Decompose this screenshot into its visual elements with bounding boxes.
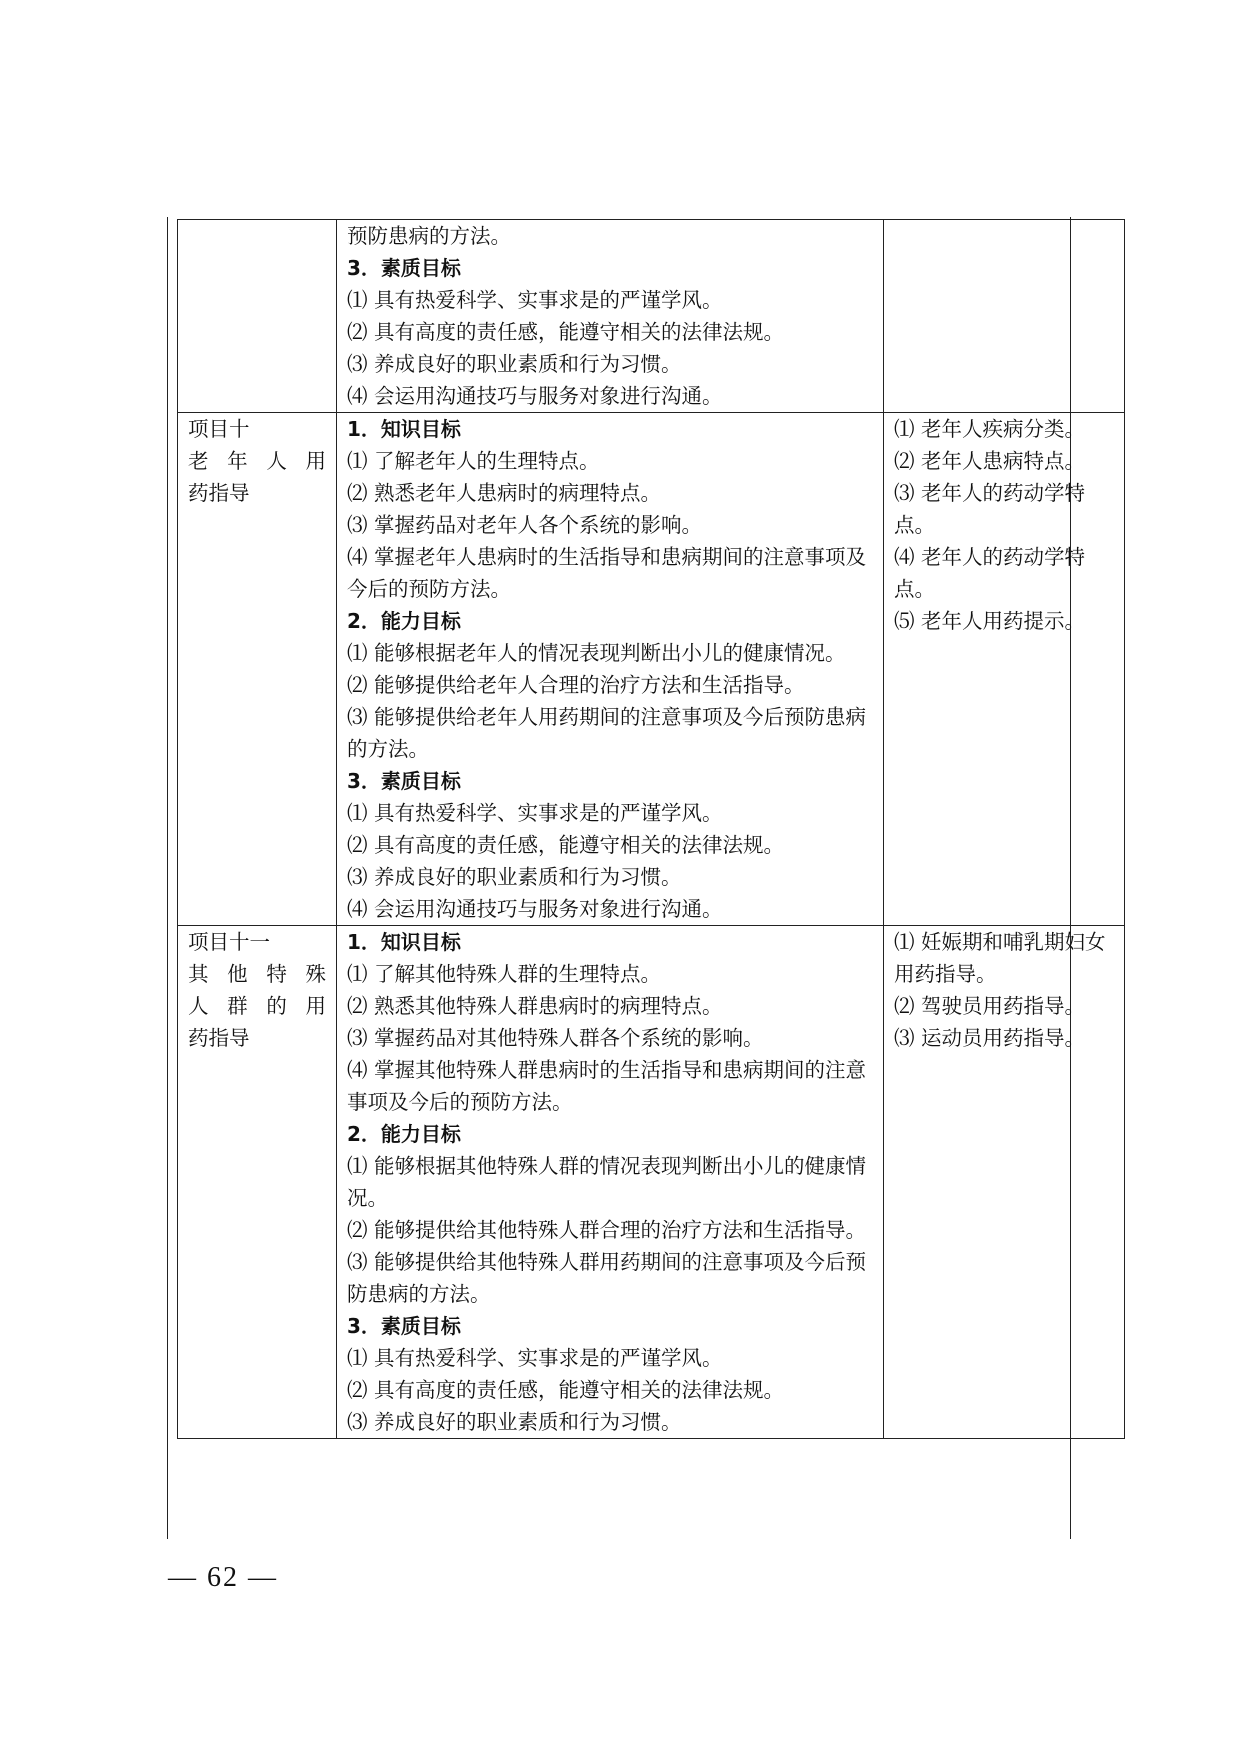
goal-item: ⑶ 养成良好的职业素质和行为习惯。 xyxy=(347,352,682,376)
content-item: ⑶ 运动员用药指导。 xyxy=(894,1026,1086,1050)
content-cell xyxy=(884,926,1125,1439)
goals-cell xyxy=(337,413,884,926)
table-row xyxy=(178,220,1125,413)
goal-item: ⑷ 掌握其他特殊人群患病时的生活指导和患病期间的注意事项及今后的预防方法。 xyxy=(347,1058,867,1114)
project-name-line: 药指导 xyxy=(188,1026,250,1050)
project-name-line: 其他特殊 xyxy=(188,962,326,986)
content-item: ⑶ 老年人的药动学特点。 xyxy=(894,481,1086,537)
page-number: — 62 — xyxy=(168,1562,278,1593)
project-name-line: 药指导 xyxy=(188,481,250,505)
project-name-line: 人群的用 xyxy=(188,994,326,1018)
goal-item: ⑴ 具有热爱科学、实事求是的严谨学风。 xyxy=(347,1346,723,1370)
content-item: ⑸ 老年人用药提示。 xyxy=(894,609,1086,633)
project-name-line: 老年人用 xyxy=(188,449,326,473)
goal-item: ⑵ 能够提供给老年人合理的治疗方法和生活指导。 xyxy=(347,673,805,697)
content-item: ⑵ 老年人患病特点。 xyxy=(894,449,1086,473)
goal-item: ⑴ 能够根据其他特殊人群的情况表现判断出小儿的健康情况。 xyxy=(347,1154,867,1210)
goal-item: ⑶ 养成良好的职业素质和行为习惯。 xyxy=(347,865,682,889)
goal-item: ⑶ 养成良好的职业素质和行为习惯。 xyxy=(347,1410,682,1434)
goal-item: ⑷ 会运用沟通技巧与服务对象进行沟通。 xyxy=(347,897,723,921)
goal-item: ⑶ 能够提供给老年人用药期间的注意事项及今后预防患病的方法。 xyxy=(347,705,867,761)
goal-item: ⑶ 掌握药品对老年人各个系统的影响。 xyxy=(347,513,703,537)
goal-item: ⑴ 了解老年人的生理特点。 xyxy=(347,449,600,473)
goal-item: ⑵ 具有高度的责任感，能遵守相关的法律法规。 xyxy=(347,320,785,344)
table-row xyxy=(178,413,1125,926)
goal-item: ⑷ 掌握老年人患病时的生活指导和患病期间的注意事项及今后的预防方法。 xyxy=(347,545,867,601)
goal-item: ⑵ 具有高度的责任感，能遵守相关的法律法规。 xyxy=(347,833,785,857)
course-table-body xyxy=(178,220,1125,1439)
content-item: ⑵ 驾驶员用药指导。 xyxy=(894,994,1086,1018)
goal-item: ⑴ 了解其他特殊人群的生理特点。 xyxy=(347,962,662,986)
project-cell xyxy=(178,220,337,413)
project-name-line: 项目十 xyxy=(188,417,250,441)
project-cell xyxy=(178,926,337,1439)
project-name-line: 项目十一 xyxy=(188,930,270,954)
content-cell xyxy=(884,220,1125,413)
goal-section-heading: 2．能力目标 xyxy=(347,1122,461,1146)
goal-item: ⑶ 掌握药品对其他特殊人群各个系统的影响。 xyxy=(347,1026,764,1050)
goal-item: ⑶ 能够提供给其他特殊人群用药期间的注意事项及今后预防患病的方法。 xyxy=(347,1250,867,1306)
content-item: ⑷ 老年人的药动学特点。 xyxy=(894,545,1086,601)
goal-item: ⑵ 能够提供给其他特殊人群合理的治疗方法和生活指导。 xyxy=(347,1218,867,1242)
goal-section-heading: 1．知识目标 xyxy=(347,930,461,954)
goal-item: ⑴ 具有热爱科学、实事求是的严谨学风。 xyxy=(347,288,723,312)
goal-section-heading: 3．素质目标 xyxy=(347,256,461,280)
goal-section-heading: 2．能力目标 xyxy=(347,609,461,633)
course-table xyxy=(177,219,1125,1439)
goal-section-heading: 3．素质目标 xyxy=(347,1314,461,1338)
goal-item: ⑵ 具有高度的责任感，能遵守相关的法律法规。 xyxy=(347,1378,785,1402)
goal-item: ⑵ 熟悉老年人患病时的病理特点。 xyxy=(347,481,662,505)
goal-section-heading: 1．知识目标 xyxy=(347,417,461,441)
goal-item: ⑴ 具有热爱科学、实事求是的严谨学风。 xyxy=(347,801,723,825)
goal-section-heading: 3．素质目标 xyxy=(347,769,461,793)
goal-item: 预防患病的方法。 xyxy=(347,224,511,248)
content-item: ⑴ 妊娠期和哺乳期妇女用药指导。 xyxy=(894,930,1106,986)
goals-cell xyxy=(337,926,884,1439)
table-row xyxy=(178,926,1125,1439)
content-item: ⑴ 老年人疾病分类。 xyxy=(894,417,1086,441)
project-cell xyxy=(178,413,337,926)
goal-item: ⑴ 能够根据老年人的情况表现判断出小儿的健康情况。 xyxy=(347,641,846,665)
goal-item: ⑷ 会运用沟通技巧与服务对象进行沟通。 xyxy=(347,384,723,408)
content-cell xyxy=(884,413,1125,926)
goal-item: ⑵ 熟悉其他特殊人群患病时的病理特点。 xyxy=(347,994,723,1018)
goals-cell xyxy=(337,220,884,413)
